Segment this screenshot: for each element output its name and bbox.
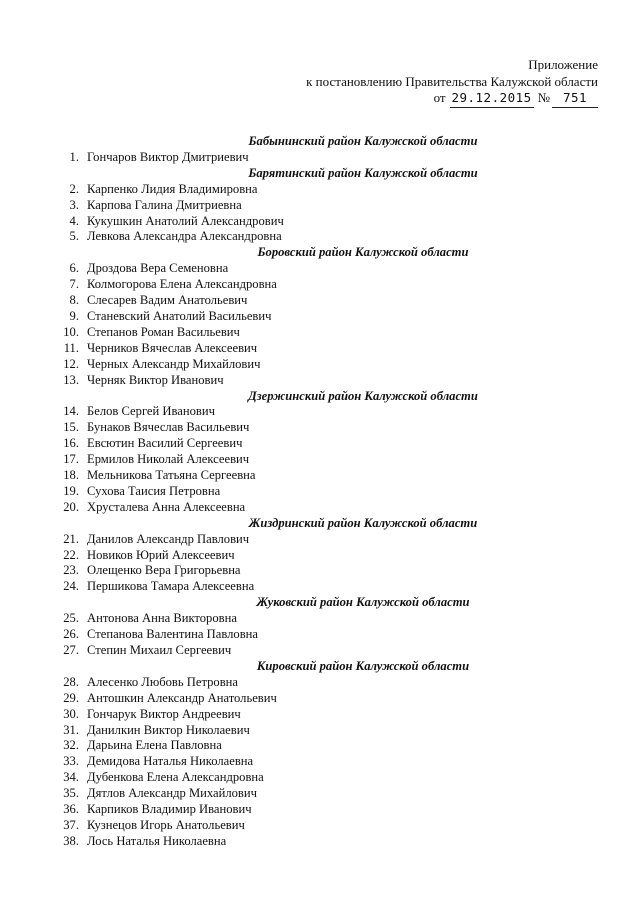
number-prefix: № [537,90,550,105]
list-item [55,532,585,548]
item-number: 12. [63,356,79,371]
person-name: Олещенко Вера Григорьевна [87,563,241,578]
person-name: Станевский Анатолий Васильевич [87,308,272,323]
item-number: 19. [63,483,79,498]
item-number: 17. [63,452,79,467]
person-name: Степанова Валентина Павловна [87,627,258,642]
item-number: 35. [63,786,79,801]
item-number: 1. [69,149,79,164]
item-number: 36. [63,802,79,817]
item-number: 3. [69,197,79,212]
person-name: Гончаров Виктор Дмитриевич [87,149,249,164]
list-item [55,802,585,818]
list-item [55,293,585,309]
item-number: 2. [69,181,79,196]
person-name: Дарьина Елена Павловна [87,738,222,753]
list-item [55,627,585,643]
list-item [55,786,585,802]
list-item [55,579,585,595]
list-item [55,468,585,484]
person-name: Черняк Виктор Иванович [87,372,224,387]
list-item [55,373,585,389]
date-prefix: от [433,90,446,105]
person-name: Мельникова Татьяна Сергеевна [87,468,256,483]
list-item [55,277,585,293]
item-number: 32. [63,738,79,753]
list-item [55,675,585,691]
list-item [55,738,585,754]
list-item [55,723,585,739]
person-name: Дятлов Александр Михайлович [87,786,257,801]
appendix-title: Приложение [528,57,598,72]
person-name: Демидова Наталья Николаевна [87,754,254,769]
persons-list [55,134,585,850]
person-name: Дроздова Вера Семеновна [87,261,229,276]
document-header [306,57,598,108]
person-name: Дубенкова Елена Александровна [87,770,264,785]
resolution-reference: к постановлению Правительства Калужской области [306,73,598,89]
item-number: 30. [63,706,79,721]
list-item [55,834,585,850]
item-number: 9. [69,308,79,323]
person-name: Гончарук Виктор Андреевич [87,706,241,721]
person-name: Черных Александр Михайлович [87,356,261,371]
item-number: 20. [63,499,79,514]
item-number: 16. [63,436,79,451]
item-number: 10. [63,324,79,339]
list-item [55,754,585,770]
list-item [55,229,585,245]
list-item [55,261,585,277]
list-item [55,643,585,659]
person-name: Карпенко Лидия Владимировна [87,181,258,196]
item-number: 15. [63,420,79,435]
person-name: Карпиков Владимир Иванович [87,802,252,817]
list-item [55,691,585,707]
list-item [55,214,585,230]
person-name: Бунаков Вячеслав Васильевич [87,420,250,435]
list-item [55,357,585,373]
item-number: 5. [69,229,79,244]
person-name: Данилов Александр Павлович [87,531,250,546]
date-number-line [306,90,598,108]
district-heading: Барятинский район Калужской области [248,165,478,180]
item-number: 31. [63,722,79,737]
item-number: 4. [69,213,79,228]
item-number: 26. [63,627,79,642]
person-name: Першикова Тамара Алексеевна [87,579,255,594]
person-name: Белов Сергей Иванович [87,404,215,419]
person-name: Антошкин Александр Анатольевич [87,690,277,705]
item-number: 33. [63,754,79,769]
resolution-date: 29.12.2015 [450,90,534,108]
district-heading: Дзержинский район Калужской области [248,388,478,403]
list-item [55,500,585,516]
list-item [55,325,585,341]
list-item [55,452,585,468]
item-number: 7. [69,277,79,292]
list-item [55,436,585,452]
person-name: Хрусталева Анна Алексеевна [87,499,246,514]
list-item [55,484,585,500]
district-heading: Боровский район Калужской области [257,245,469,260]
item-number: 6. [69,261,79,276]
item-number: 25. [63,611,79,626]
item-number: 11. [63,340,79,355]
item-number: 8. [69,293,79,308]
item-number: 13. [63,372,79,387]
district-heading: Жиздринский район Калужской области [248,515,478,530]
person-name: Степанов Роман Васильевич [87,324,240,339]
item-number: 14. [63,404,79,419]
item-number: 24. [63,579,79,594]
list-item [55,420,585,436]
item-number: 22. [63,547,79,562]
person-name: Левкова Александра Александровна [87,229,282,244]
list-item [55,818,585,834]
item-number: 29. [63,690,79,705]
person-name: Данилкин Виктор Николаевич [87,722,250,737]
person-name: Степин Михаил Сергеевич [87,643,232,657]
item-number: 37. [63,817,79,832]
list-item [55,707,585,723]
person-name: Кукушкин Анатолий Александрович [87,213,284,228]
item-number: 18. [63,468,79,483]
list-item [55,611,585,627]
person-name: Новиков Юрий Алексеевич [87,547,235,562]
person-name: Лось Наталья Николаевна [87,833,227,848]
item-number: 34. [63,770,79,785]
district-heading: Бабынинский район Калужской области [248,134,478,148]
person-name: Алесенко Любовь Петровна [87,674,238,689]
list-item [55,182,585,198]
district-heading: Жуковский район Калужской области [256,595,470,610]
person-name: Сухова Таисия Петровна [87,483,221,498]
list-item [55,198,585,214]
person-name: Карпова Галина Дмитриевна [87,197,242,212]
person-name: Кузнецов Игорь Анатольевич [87,817,245,832]
list-item [55,309,585,325]
list-item [55,563,585,579]
item-number: 27. [63,643,79,657]
list-item [55,548,585,564]
list-item [55,404,585,420]
person-name: Черников Вячеслав Алексеевич [87,340,258,355]
list-item [55,770,585,786]
person-name: Антонова Анна Викторовна [87,611,237,626]
person-name: Ермилов Николай Алексеевич [87,452,250,467]
list-item [55,341,585,357]
resolution-number: 751 [552,90,598,108]
item-number: 38. [63,833,79,848]
person-name: Слесарев Вадим Анатольевич [87,293,248,308]
person-name: Колмогорова Елена Александровна [87,277,277,292]
list-item [55,150,585,166]
district-heading: Кировский район Калужской области [256,658,470,673]
item-number: 21. [63,531,79,546]
item-number: 28. [63,674,79,689]
item-number: 23. [63,563,79,578]
person-name: Евсютин Василий Сергеевич [87,436,243,451]
